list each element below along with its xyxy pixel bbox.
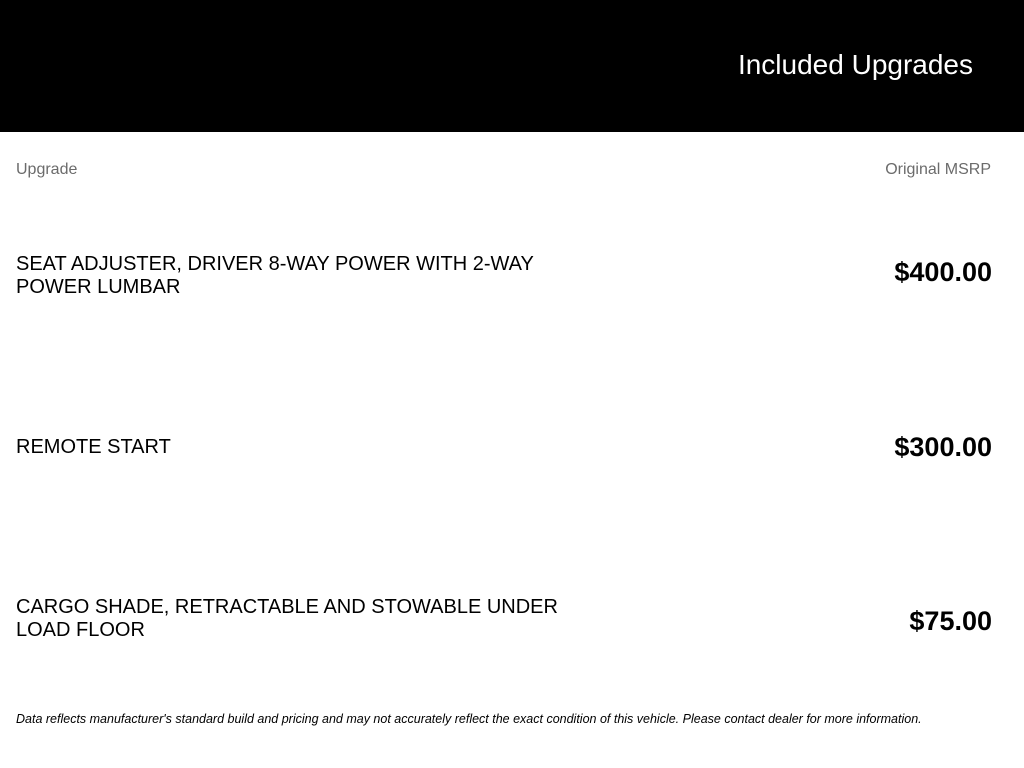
upgrade-row <box>16 596 992 644</box>
disclaimer-text: Data reflects manufacturer's standard build and pricing and may not accurately reflect the exact condition of this vehicle. Please contact dealer for more information. <box>16 712 922 726</box>
upgrade-row <box>16 432 992 468</box>
header-bar <box>0 0 1024 132</box>
upgrade-price: $400.00 <box>894 257 992 287</box>
upgrade-name: SEAT ADJUSTER, DRIVER 8-WAY POWER WITH 2-WAY POWER LUMBAR <box>16 253 534 298</box>
upgrade-row <box>16 253 992 301</box>
upgrade-price: $300.00 <box>894 432 992 462</box>
page-title: Included Upgrades <box>737 49 973 80</box>
column-header-original-msrp: Original MSRP <box>885 161 991 178</box>
upgrade-name: REMOTE START <box>16 436 171 458</box>
upgrade-price: $75.00 <box>909 606 992 636</box>
column-header-upgrade: Upgrade <box>16 161 78 178</box>
upgrade-name: CARGO SHADE, RETRACTABLE AND STOWABLE UNDER LOAD FLOOR <box>16 596 558 641</box>
